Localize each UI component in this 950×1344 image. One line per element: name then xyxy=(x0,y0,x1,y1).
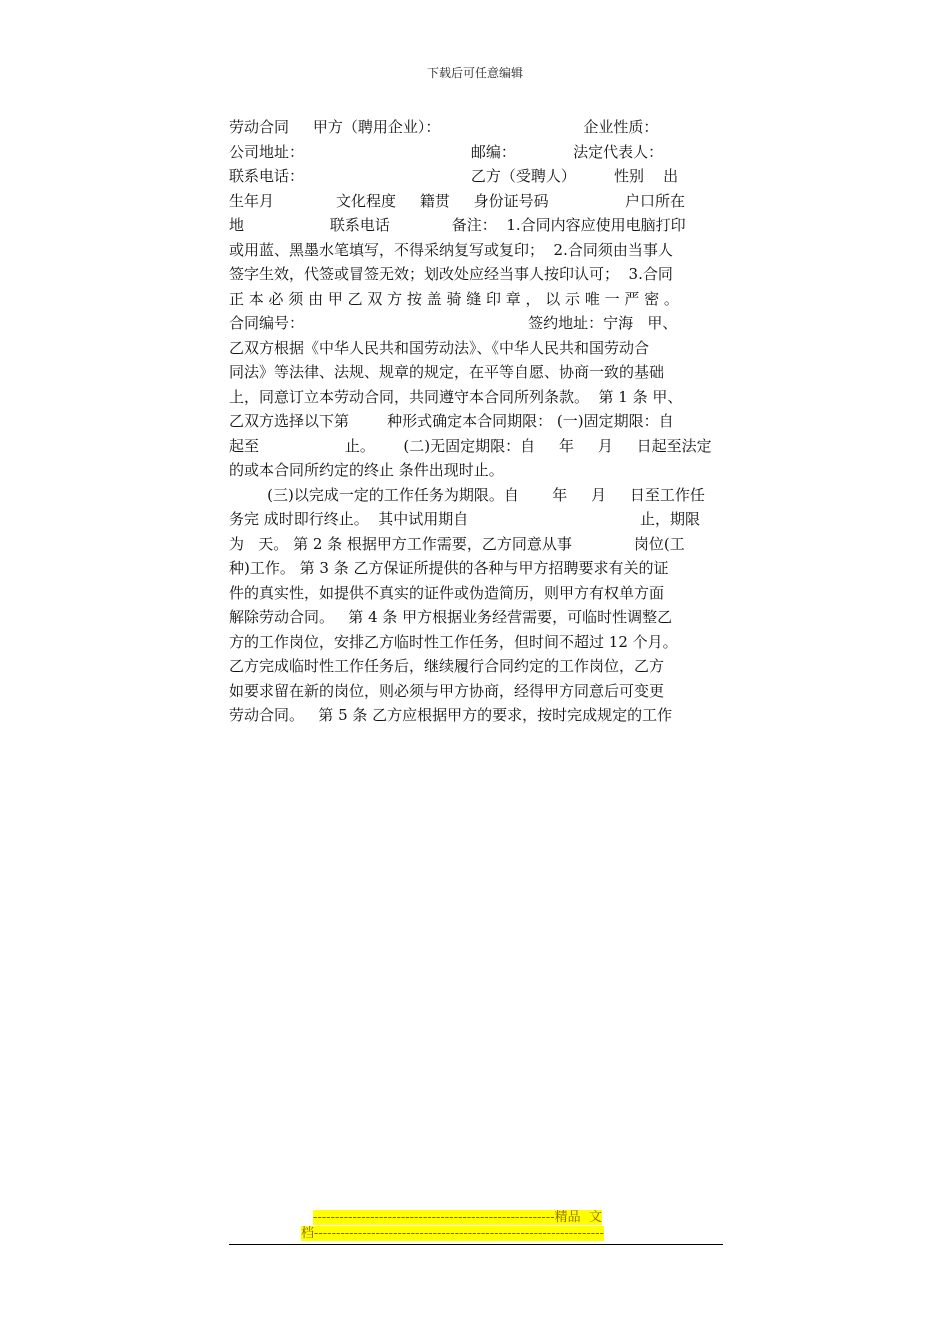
body-line: 起至 止。 (二)无固定期限：自 年 月 日起至法定 xyxy=(229,436,712,455)
body-line: 乙方完成临时性工作任务后，继续履行合同约定的工作岗位，乙方 xyxy=(229,657,665,675)
body-line: 解除劳动合同。 第 4 条 甲方根据业务经营需要，可临时性调整乙 xyxy=(229,608,673,626)
body-line: 劳动合同。 第 5 条 乙方应根据甲方的要求，按时完成规定的工作 xyxy=(229,706,673,724)
footer-line-1: -------------------------------------------------------精品 文 xyxy=(313,1210,602,1225)
body-line: 的或本合同所约定的终止 条件出现时止。 xyxy=(229,461,504,479)
body-line: 正 本 必 须 由 甲 乙 双 方 按 盖 骑 缝 印 章 ， 以 示 唯 一 严 密 。 xyxy=(229,289,679,308)
footer-watermark xyxy=(229,1210,723,1242)
body-line: 联系电话： 乙方（受聘人） 性别 出 xyxy=(229,167,679,185)
page-header: 下载后可任意编辑 xyxy=(426,66,523,80)
body-line: 或用蓝、黑墨水笔填写，不得采纳复写或复印； 2.合同须由当事人 xyxy=(229,240,673,259)
body-line: 乙双方选择以下第 种形式确定本合同期限： (一)固定期限：自 xyxy=(229,412,674,430)
body-line: (三)以完成一定的工作任务为期限。自 年 月 日至工作任 xyxy=(229,485,705,504)
contract-body xyxy=(229,115,723,728)
body-line: 件的真实性，如提供不真实的证件或伪造简历，则甲方有权单方面 xyxy=(229,583,665,602)
body-line: 合同编号： 签约地址：宁海 甲、 xyxy=(229,314,678,332)
body-line: 如要求留在新的岗位，则必须与甲方协商，经得甲方同意后可变更 xyxy=(229,681,665,700)
body-line: 同法》等法律、法规、规章的规定，在平等自愿、协商一致的基础 xyxy=(229,363,665,381)
body-line: 公司地址： 邮编： 法定代表人： xyxy=(229,142,664,161)
body-line: 签字生效，代签或冒签无效；划改处应经当事人按印认可； 3.合同 xyxy=(229,265,673,283)
body-line: 地 联系电话 备注： 1.合同内容应使用电脑打印 xyxy=(229,216,686,234)
body-line: 方的工作岗位，安排乙方临时性工作任务，但时间不超过 12 个月。 xyxy=(229,632,678,651)
body-line: 乙双方根据《中华人民共和国劳动法》、《中华人民共和国劳动合 xyxy=(229,338,650,357)
body-line: 劳动合同 甲方（聘用企业）： 企业性质： xyxy=(229,118,659,136)
footer-rule xyxy=(229,1244,723,1245)
body-line: 生年月 文化程度 籍贯 身份证号码 户口所在 xyxy=(229,191,685,210)
body-line: 种)工作。 第 3 条 乙方保证所提供的各种与甲方招聘要求有关的证 xyxy=(229,559,669,577)
body-line: 上，同意订立本劳动合同，共同遵守本合同所列条款。 第 1 条 甲、 xyxy=(229,387,683,406)
body-line: 务完 成时即行终止。 其中试用期自 止，期限 xyxy=(229,510,700,528)
footer-line-2: 档------------------------------------------------------------------ xyxy=(301,1226,604,1241)
body-line: 为 天。 第 2 条 根据甲方工作需要，乙方同意从事 岗位(工 xyxy=(229,534,685,553)
